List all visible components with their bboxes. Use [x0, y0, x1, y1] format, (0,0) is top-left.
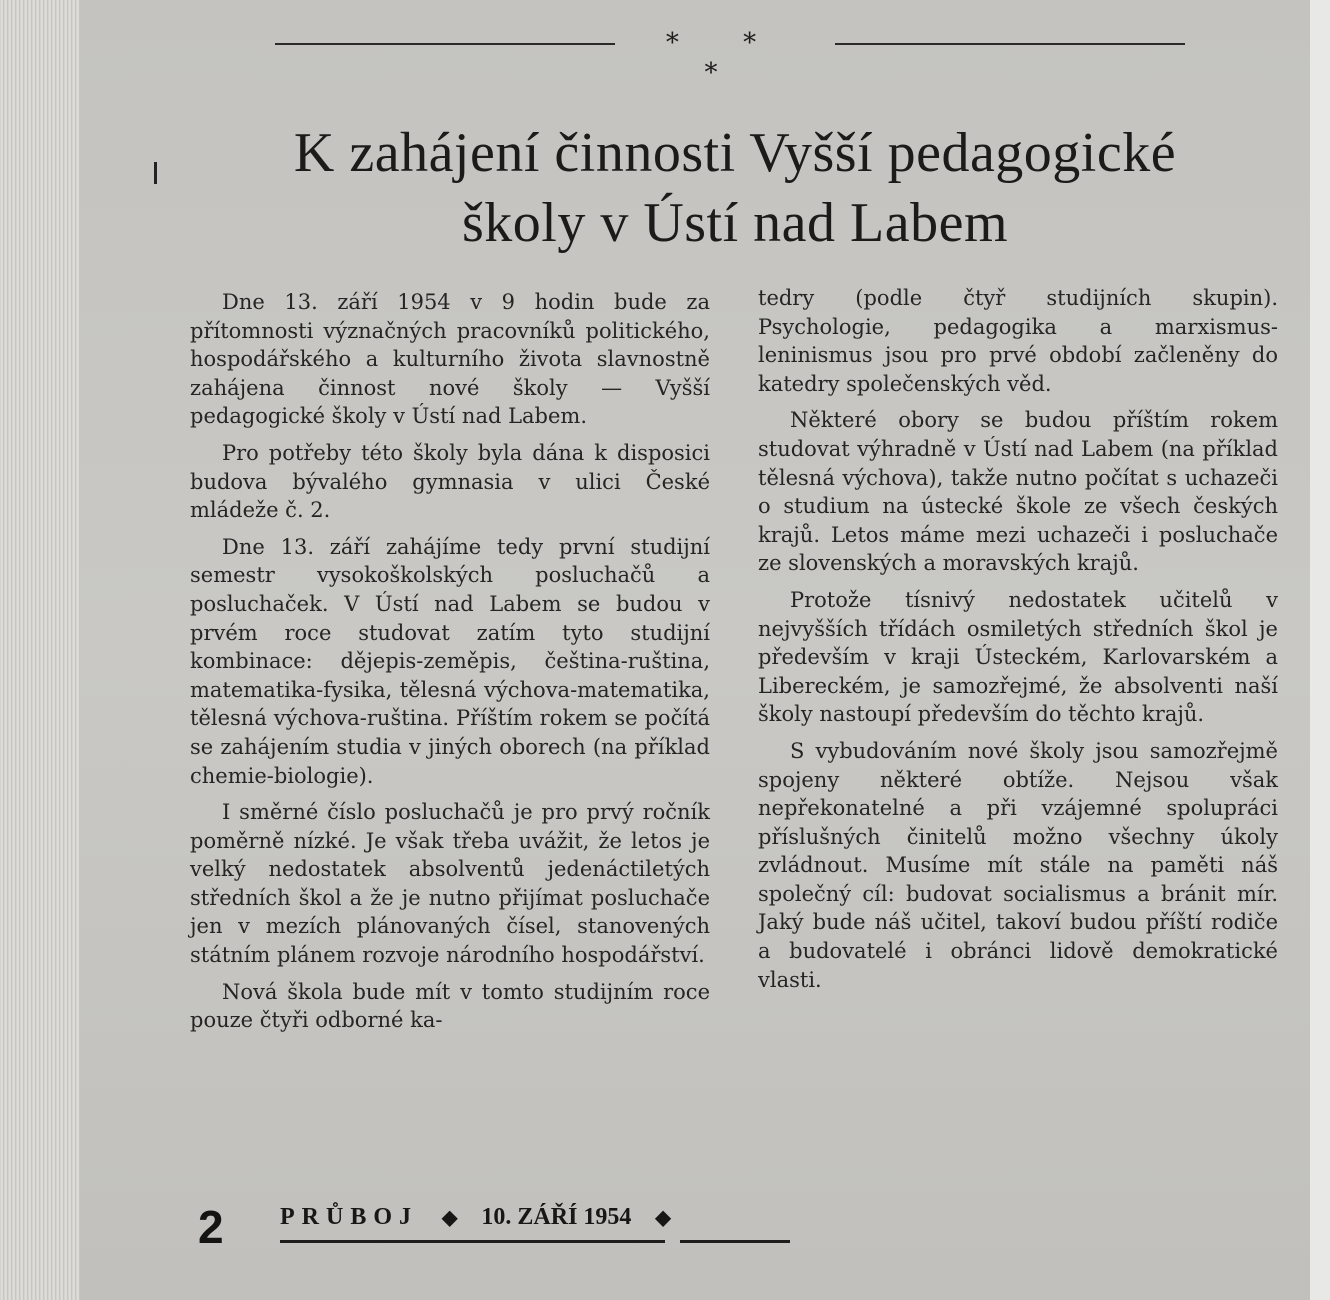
page-footer [198, 1198, 818, 1258]
headline-line-1: K zahájení činnosti Vyšší pedagogické [293, 122, 1177, 184]
footer-rule [680, 1240, 790, 1243]
article-headline [180, 118, 1290, 258]
left-column [190, 288, 710, 1043]
right-column [758, 284, 1278, 1002]
paragraph: Nová škola bude mít v tomto studijním roce pouze čtyři odborné ka- [190, 979, 710, 1033]
headline-line-2: školy v Ústí nad Labem [461, 192, 1009, 254]
right-margin [1310, 0, 1330, 1300]
paragraph: I směrné číslo posluchačů je pro prvý ročník poměrně nízké. Je však třeba uvážit, že letos je velký nedostatek absolventů jedenáctiletých středních škol a že je nutno přijímat posluchače jen v mezích plánovaných čísel, stanovených státním plánem rozvoje národního hospodářství. [190, 800, 710, 968]
paragraph: Dne 13. září 1954 v 9 hodin bude za přítomnosti význačných pracovníků politického, hospodářského a kulturního života slavnostně zahájena činnost nové školy — Vyšší pedagogické školy v Ústí nad Labem. [190, 290, 710, 429]
ornament-line-right [835, 43, 1185, 45]
diamond-separator-icon: ◆ [442, 1207, 458, 1229]
top-ornament [270, 28, 1190, 88]
diamond-separator-icon: ◆ [655, 1207, 671, 1229]
paragraph: S vybudováním nové školy jsou samozřejmě spojeny některé obtíže. Nejsou však nepřekonatelné a při vzájemné spolupráci příslušných činitelů možno všechny úkoly zvládnout. Musíme mít stále na paměti náš společný cíl: budovat socialismus a bránit mír. Jaký bude náš učitel, takoví budou příští rodiče a budovatelé i obránci lidově demokratické vlasti. [758, 738, 1278, 992]
page-number: 2 [198, 1201, 224, 1253]
footer-masthead [280, 1204, 689, 1231]
paragraph: Protože tísnivý nedostatek učitelů v nejvyšších třídách osmiletých středních škol je především v kraji Ústeckém, Karlovarském a Libereckém, je samozřejmé, že absolventi naší školy nastoupí především do těchto krajů. [758, 587, 1278, 727]
paragraph: Některé obory se budou příštím rokem studovat výhradně v Ústí nad Labem (na příklad tělesná výchova), takže nutno počítat s uchazeči o studium na ústecké škole ze všech českých krajů. Letos máme mezi uchazeči i posluchače ze slovenských a moravských krajů. [758, 408, 1278, 576]
issue-date: 10. ZÁŘÍ 1954 [481, 1204, 632, 1230]
paragraph-continuation: tedry (podle čtyř studijních skupin). Psychologie, pedagogika a marxismus-leninismus jsou pro prvé období začleněny do katedry společenských věd. [758, 286, 1278, 396]
paragraph: Pro potřeby této školy byla dána k disposici budova bývalého gymnasia v ulici České mládeže č. 2. [190, 440, 710, 523]
ornament-line-left [275, 43, 615, 45]
publication-name: PRŮBOJ [280, 1204, 418, 1230]
book-page-edges [0, 0, 80, 1300]
margin-mark [154, 162, 157, 184]
footer-rule [280, 1240, 665, 1243]
paragraph: Dne 13. září zahájíme tedy první studijní semestr vysokoškolských posluchačů a posluchaček. V Ústí nad Labem se budou v prvém roce studovat zatím tyto studijní kombinace: dějepis-zeměpis, čeština-ruština, matematika-fysika, tělesná výchova-matematika, tělesná výchova-ruština. Příštím rokem se počítá se zahájením studia v jiných oborech (na příklad chemie-biologie). [190, 534, 710, 788]
ornament-stars: * * * [665, 28, 785, 88]
